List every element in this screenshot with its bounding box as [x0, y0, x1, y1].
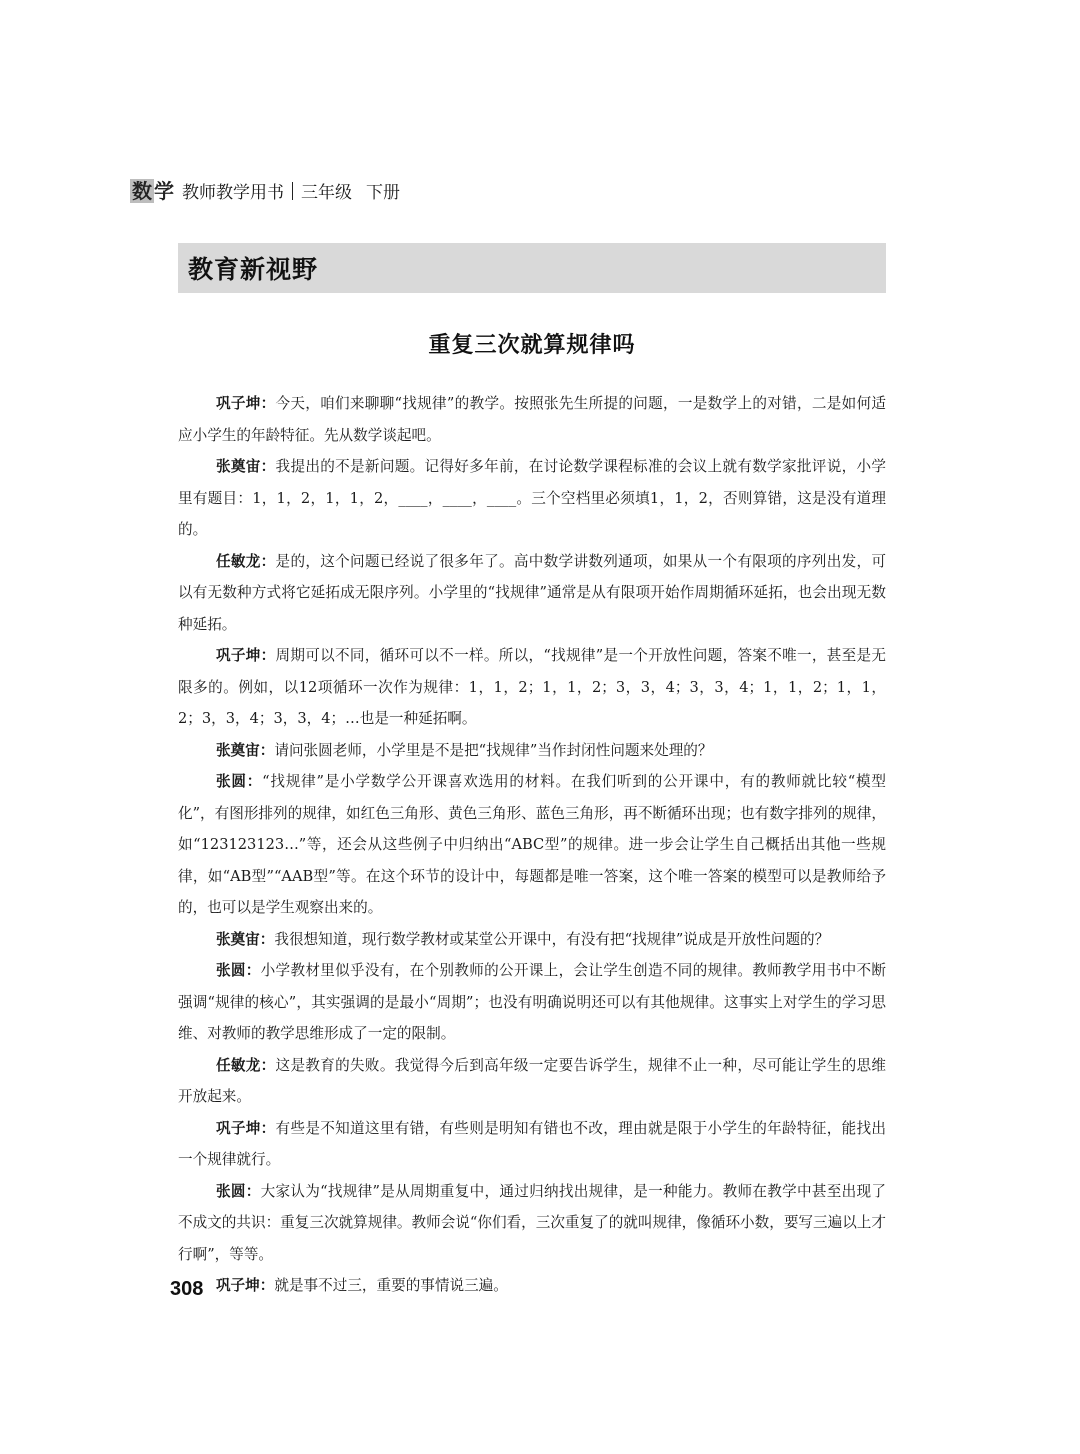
paragraph-text: 小学教材里似乎没有，在个别教师的公开课上，会让学生创造不同的规律。教师教学用书中不断强调“规律的核心”，其实强调的是最小“周期”；也没有明确说明还可以有其他规律。这事实上对学生的学习思维、对教师的教学思维形成了一定的限制。	[178, 962, 886, 1042]
section-title: 教育新视野	[188, 255, 319, 284]
paragraph-text: 周期可以不同，循环可以不一样。所以，“找规律”是一个开放性问题，答案不唯一，甚至是无限多的。例如，以12项循环一次作为规律：1，1，2；1，1，2；3，3，4；3，3，4；1，1，2；1，1，2；3，3，4；3，3，4；…也是一种延拓啊。	[178, 647, 886, 727]
paragraph-text: 是的，这个问题已经说了很多年了。高中数学讲数列通项，如果从一个有限项的序列出发，可以有无数种方式将它延拓成无限序列。小学里的“找规律”通常是从有限项开始作周期循环延拓，也会出现无数种延拓。	[178, 552, 886, 633]
paragraph	[178, 451, 886, 546]
volume-label: 下册	[366, 183, 400, 203]
paragraph	[178, 1176, 886, 1271]
paragraph-text: 大家认为“找规律”是从周期重复中，通过归纳找出规律，是一种能力。教师在教学中甚至出现了不成文的共识：重复三次就算规律。教师会说“你们看，三次重复了的就叫规律，像循环小数，要写三遍以上才行啊”，等等。	[178, 1182, 886, 1263]
speaker-name: 张圆：	[215, 773, 263, 790]
paragraph-text: 有些是不知道这里有错，有些则是明知有错也不改，理由就是限于小学生的年龄特征，能找出一个规律就行。	[178, 1119, 886, 1168]
paragraph	[178, 766, 886, 924]
book-title: 教师教学用书	[182, 183, 284, 203]
grade-label: 三年级	[301, 183, 352, 203]
paragraph	[178, 546, 886, 641]
speaker-name: 张奠宙：	[215, 930, 275, 948]
article-title: 重复三次就算规律吗	[428, 333, 636, 358]
page-number: 308	[170, 1278, 204, 1300]
speaker-name: 巩子坤：	[215, 395, 276, 412]
paragraph	[178, 1270, 886, 1302]
subject-logo	[130, 179, 176, 203]
article-body	[178, 388, 886, 1302]
speaker-name: 张奠宙：	[215, 458, 276, 475]
paragraph	[178, 735, 886, 767]
section-banner	[178, 243, 886, 293]
speaker-name: 巩子坤：	[215, 1277, 275, 1294]
speaker-name: 任敏龙：	[215, 552, 276, 570]
paragraph-text: 就是事不过三，重要的事情说三遍。	[274, 1277, 508, 1294]
speaker-name: 张奠宙：	[215, 741, 275, 759]
paragraph-text: 请问张圆老师，小学里是不是把“找规律”当作封闭性问题来处理的？	[274, 741, 713, 759]
paragraph	[178, 640, 886, 735]
header-separator	[292, 182, 293, 200]
speaker-name: 张圆：	[215, 962, 261, 979]
paragraph	[178, 388, 886, 451]
paragraph-text: 我提出的不是新问题。记得好多年前，在讨论数学课程标准的会议上就有数学家批评说，小学里有题目：1，1，2，1，1，2，____，____，____。三个空档里必须填1，1，2，否则算错，这是没有道理的。	[178, 458, 886, 538]
speaker-name: 任敏龙：	[215, 1056, 276, 1074]
running-header	[130, 178, 400, 203]
paragraph-text: 我很想知道，现行数学教材或某堂公开课中，有没有把“找规律”说成是开放性问题的？	[274, 930, 830, 948]
speaker-name: 巩子坤：	[215, 647, 276, 664]
paragraph	[178, 1050, 886, 1113]
speaker-name: 张圆：	[215, 1182, 261, 1200]
paragraph	[178, 1113, 886, 1176]
logo-char-1: 数	[132, 178, 152, 203]
paragraph-text: “找规律”是小学数学公开课喜欢选用的材料。在我们听到的公开课中，有的教师就比较“模型化”，有图形排列的规律，如红色三角形、黄色三角形、蓝色三角形，再不断循环出现；也有数字排列的规律，如“123123123…”等，还会从这些例子中归纳出“ABC型”的规律。进一步会让学生自己概括出其他一些规律，如“AB型”“AAB型”等。在这个环节的设计中，每题都是唯一答案，这个唯一答案的模型可以是教师给予的，也可以是学生观察出来的。	[178, 773, 886, 916]
paragraph	[178, 955, 886, 1050]
paragraph	[178, 924, 886, 956]
paragraph-text: 这是教育的失败。我觉得今后到高年级一定要告诉学生，规律不止一种，尽可能让学生的思维开放起来。	[178, 1056, 886, 1105]
logo-char-2: 学	[154, 178, 174, 203]
paragraph-text: 今天，咱们来聊聊“找规律”的教学。按照张先生所提的问题，一是数学上的对错，二是如何适应小学生的年龄特征。先从数学谈起吧。	[178, 395, 886, 444]
speaker-name: 巩子坤：	[215, 1119, 276, 1137]
